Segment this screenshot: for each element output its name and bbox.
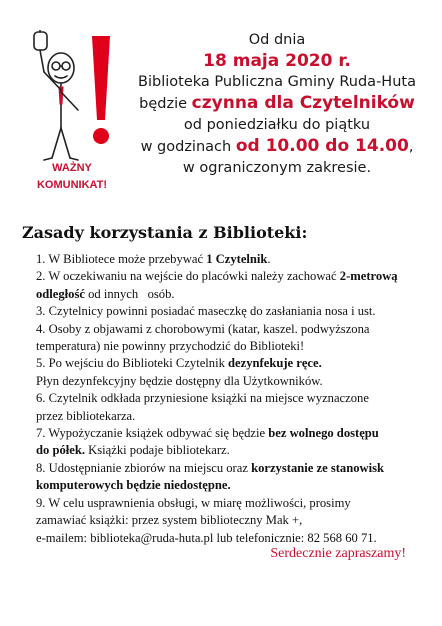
opening-announcement bbox=[118, 30, 436, 179]
rule-bold: do półek. bbox=[36, 443, 85, 458]
rule-line: 6. Czytelnik odkłada przyniesione książki na miejsce wyznaczone bbox=[36, 391, 369, 406]
rule-line bbox=[36, 442, 436, 459]
rules-title: Zasady korzystania z Biblioteki: bbox=[22, 223, 308, 242]
rule-line bbox=[36, 425, 436, 442]
announcement-intro: Od dnia bbox=[248, 32, 306, 48]
rule-text: 2. W oczekiwaniu na wejście do placówki należy zachować bbox=[36, 269, 340, 284]
rule-line: 9. W celu usprawnienia obsługi, w miarę możliwości, prosimy bbox=[36, 495, 351, 510]
rule-line bbox=[36, 477, 436, 494]
stick-figure-illustration bbox=[14, 30, 124, 170]
rule-text: Książki podaje bibliotekarz. bbox=[85, 443, 230, 458]
rule-line bbox=[36, 460, 436, 477]
rule-text: . bbox=[267, 252, 271, 266]
badge-line-2: KOMUNIKAT! bbox=[36, 179, 108, 191]
rule-line: 3. Czytelnicy powinni posiadać maseczkę do zasłaniania nosa i ust. bbox=[36, 304, 376, 319]
library-name: Biblioteka Publiczna Gminy Ruda-Huta bbox=[138, 74, 416, 90]
rule-line: Płyn dezynfekcyjny będzie dostępny dla Użytkowników. bbox=[36, 373, 323, 388]
rule-bold: 1 Czytelnik bbox=[206, 252, 268, 266]
rule-line bbox=[36, 251, 436, 268]
rules-list bbox=[36, 251, 436, 547]
rule-text: 8. Udostępnianie zbiorów na miejscu oraz bbox=[36, 460, 252, 475]
announcement-date: 18 maja 2020 r. bbox=[203, 51, 351, 71]
rule-bold: odległość bbox=[36, 286, 85, 301]
rule-line bbox=[36, 268, 436, 285]
rule-bold: dezynfekuje ręce. bbox=[228, 356, 322, 371]
hours-highlight: od 10.00 do 14.00 bbox=[235, 136, 409, 156]
important-notice-badge bbox=[22, 160, 122, 194]
rule-line: przez bibliotekarza. bbox=[36, 408, 136, 423]
limited-line: w ograniczonym zakresie. bbox=[182, 160, 372, 176]
open-highlight: czynna dla Czytelników bbox=[191, 93, 415, 113]
hours-suffix: , bbox=[408, 139, 414, 155]
days-line: od poniedziałku do piątku bbox=[183, 117, 371, 133]
rule-line: 4. Osoby z objawami z chorobowymi (katar, kaszel. podwyższona bbox=[36, 321, 370, 336]
badge-line-1: WAŻNY bbox=[52, 162, 92, 174]
rule-text: od innych osób. bbox=[84, 286, 175, 301]
rule-line bbox=[36, 286, 436, 303]
closing-invitation: Serdecznie zapraszamy! bbox=[270, 546, 406, 561]
rule-line bbox=[36, 355, 436, 372]
rule-bold: 2-metrową bbox=[339, 269, 398, 284]
rule-line: temperatura) nie powinny przychodzić do Biblioteki! bbox=[36, 339, 305, 354]
hours-prefix: w godzinach bbox=[140, 139, 236, 155]
rule-text: 5. Po wejściu do Biblioteki Czytelnik bbox=[36, 356, 229, 371]
stick-figure bbox=[34, 30, 78, 160]
hours-line bbox=[118, 136, 436, 158]
rule-line: zamawiać książki: przez system biblioteczny Mak +, bbox=[36, 513, 303, 528]
open-prefix: będzie bbox=[139, 96, 192, 112]
open-line bbox=[118, 93, 436, 115]
exclamation-mark-icon bbox=[92, 36, 110, 144]
rule-text: 1. W Bibliotece może przebywać bbox=[36, 252, 207, 266]
rule-bold: komputerowych będzie niedostępne. bbox=[36, 478, 231, 493]
rule-line: e-mailem: biblioteka@ruda-huta.pl lub telefonicznie: 82 568 60 71. bbox=[36, 530, 377, 545]
rule-text: 7. Wypożyczanie książek odbywać się będzie bbox=[36, 426, 269, 441]
rule-bold: bez wolnego dostępu bbox=[268, 426, 379, 441]
rule-bold: korzystanie ze stanowisk bbox=[251, 460, 385, 475]
